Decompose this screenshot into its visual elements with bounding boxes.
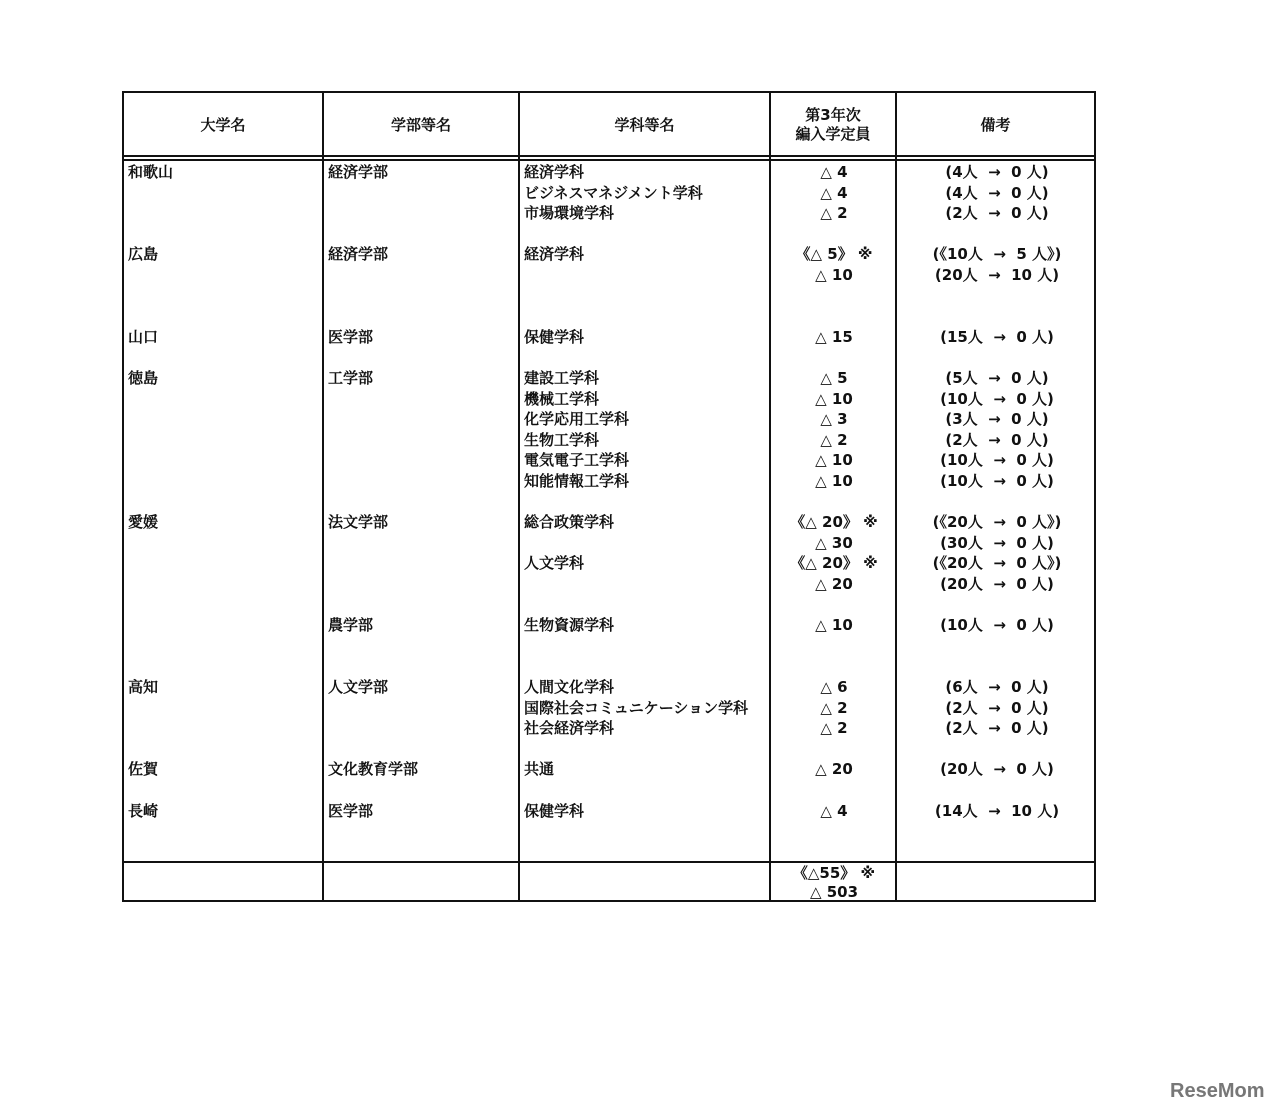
quota-change: △ 10 <box>815 266 853 284</box>
department-name: 人間文化学科 <box>524 678 615 696</box>
department-name: ビジネスマネジメント学科 <box>524 183 703 202</box>
department-name: 人文学科 <box>524 554 585 573</box>
faculty-name: 経済学部 <box>328 245 389 264</box>
column-divider <box>769 93 771 900</box>
quota-change: △ 4 <box>820 163 848 181</box>
university-name: 佐賀 <box>128 760 159 779</box>
note-text: (10人 → 0 人) <box>940 389 1054 408</box>
quota-change: △ 5 <box>820 369 848 387</box>
quota-change: △ 6 <box>820 678 848 696</box>
note-text: (4人 → 0 人) <box>945 183 1049 202</box>
note-text: (2人 → 0 人) <box>945 698 1049 717</box>
quota-change: △ 3 <box>820 410 848 429</box>
quota-change: △ 2 <box>820 719 848 738</box>
enrollment-change-table <box>122 91 1096 902</box>
faculty-name: 医学部 <box>328 801 374 820</box>
university-name: 徳島 <box>128 369 159 387</box>
faculty-name: 工学部 <box>328 369 374 387</box>
department-name: 電気電子工学科 <box>524 451 630 470</box>
note-text: (6人 → 0 人) <box>945 678 1049 696</box>
quota-change: △ 2 <box>820 430 848 449</box>
note-text: (2人 → 0 人) <box>945 430 1049 449</box>
department-name: 生物資源学科 <box>524 616 615 635</box>
department-name: 保健学科 <box>524 801 585 820</box>
faculty-name: 経済学部 <box>328 163 389 181</box>
department-name: 経済学科 <box>524 163 585 181</box>
note-text: (3人 → 0 人) <box>945 410 1049 429</box>
header-department: 学科等名 <box>614 115 675 134</box>
quota-change: △ 2 <box>820 204 848 223</box>
total-quota: △ 503 <box>809 883 859 901</box>
department-name: 社会経済学科 <box>524 719 615 738</box>
department-name: 機械工学科 <box>524 389 600 408</box>
faculty-name: 法文学部 <box>328 513 389 532</box>
note-text: (20人 → 0 人) <box>940 760 1054 779</box>
header-divider <box>124 159 1094 161</box>
note-text: (4人 → 0 人) <box>945 163 1049 181</box>
total-quota-transfer: 《△55》 ※ <box>792 864 876 882</box>
note-text: (20人 → 10 人) <box>934 266 1060 284</box>
quota-change: 《△ 5》 ※ <box>795 245 873 264</box>
quota-change: △ 4 <box>820 801 848 820</box>
university-name: 和歌山 <box>128 163 174 181</box>
note-text: (30人 → 0 人) <box>940 533 1054 552</box>
header-university: 大学名 <box>200 115 246 134</box>
department-name: 知能情報工学科 <box>524 472 630 490</box>
quota-change: △ 20 <box>815 760 853 779</box>
quota-change: △ 2 <box>820 698 848 717</box>
department-name: 国際社会コミュニケーション学科 <box>524 698 749 717</box>
quota-change: △ 20 <box>815 575 853 593</box>
faculty-name: 文化教育学部 <box>328 760 419 779</box>
quota-change: △ 15 <box>815 327 853 346</box>
faculty-name: 医学部 <box>328 327 374 346</box>
university-name: 山口 <box>128 327 159 346</box>
quota-change: △ 4 <box>820 183 848 202</box>
department-name: 化学応用工学科 <box>524 410 630 429</box>
quota-change: 《△ 20》 ※ <box>790 554 878 573</box>
department-name: 経済学科 <box>524 245 585 264</box>
header-quota-line1: 第3年次 <box>805 106 861 124</box>
department-name: 共通 <box>524 760 555 779</box>
note-text: (10人 → 0 人) <box>940 451 1054 470</box>
quota-change: △ 30 <box>815 533 853 552</box>
quota-change: △ 10 <box>815 616 853 635</box>
university-name: 広島 <box>128 245 159 264</box>
university-name: 高知 <box>128 678 159 696</box>
header-quota-line2: 編入学定員 <box>795 125 871 143</box>
department-name: 生物工学科 <box>524 430 600 449</box>
note-text: (10人 → 0 人) <box>940 616 1054 635</box>
column-divider <box>518 93 520 900</box>
header-faculty: 学部等名 <box>390 115 451 134</box>
note-text: (《20人 → 0 人》) <box>932 513 1062 532</box>
note-text: (5人 → 0 人) <box>945 369 1049 387</box>
note-text: (《20人 → 0 人》) <box>932 554 1062 573</box>
department-name: 建設工学科 <box>524 369 600 387</box>
note-text: (15人 → 0 人) <box>940 327 1054 346</box>
note-text: (10人 → 0 人) <box>940 472 1054 490</box>
department-name: 総合政策学科 <box>524 513 615 532</box>
quota-change: △ 10 <box>815 451 853 470</box>
note-text: (《10人 → 5 人》) <box>932 245 1062 264</box>
university-name: 愛媛 <box>128 513 159 532</box>
quota-change: △ 10 <box>815 472 853 490</box>
department-name: 市場環境学科 <box>524 204 615 223</box>
faculty-name: 農学部 <box>328 616 374 635</box>
quota-change: 《△ 20》 ※ <box>790 513 878 532</box>
total-divider <box>124 861 1094 863</box>
faculty-name: 人文学部 <box>328 678 389 696</box>
department-name: 保健学科 <box>524 327 585 346</box>
header-notes: 備考 <box>980 115 1011 134</box>
quota-change: △ 10 <box>815 389 853 408</box>
header-divider <box>124 155 1094 157</box>
note-text: (14人 → 10 人) <box>934 801 1060 820</box>
logo-text: ReseMom <box>1170 1080 1265 1102</box>
note-text: (2人 → 0 人) <box>945 719 1049 738</box>
note-text: (2人 → 0 人) <box>945 204 1049 223</box>
resemom-logo <box>1170 1080 1264 1103</box>
note-text: (20人 → 0 人) <box>940 575 1054 593</box>
column-divider <box>322 93 324 900</box>
university-name: 長崎 <box>128 801 159 820</box>
header-quota <box>771 93 895 157</box>
